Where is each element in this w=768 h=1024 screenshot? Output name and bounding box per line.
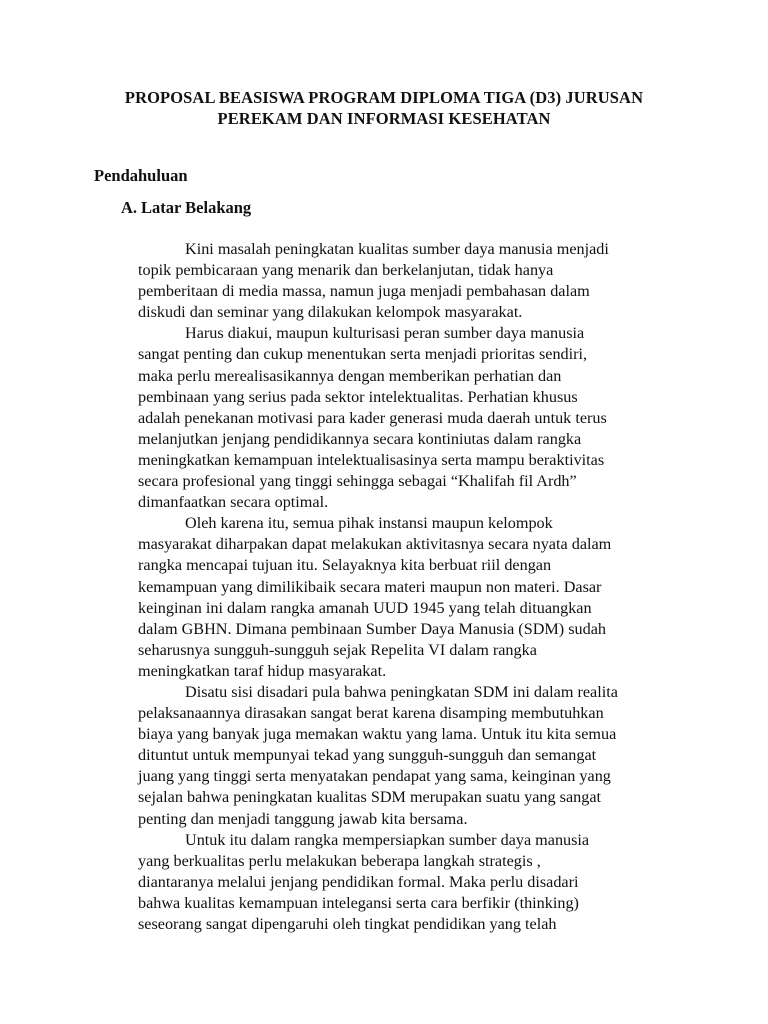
body-line: meningkatkan kemampuan intelektualisasinya serta mampu beraktivitas — [138, 450, 605, 469]
body-line: topik pembicaraan yang menarik dan berkelanjutan, tidak hanya — [138, 261, 554, 280]
body-line: Oleh karena itu, semua pihak instansi maupun kelompok — [185, 514, 553, 533]
body-line: pembinaan yang serius pada sektor intelektualitas. Perhatian khusus — [138, 387, 578, 406]
body-text — [138, 239, 678, 935]
title-line-2: PEREKAM DAN INFORMASI KESEHATAN — [217, 109, 551, 128]
body-line: kemampuan yang dimilikibaik secara materi maupun non materi. Dasar — [138, 577, 602, 596]
body-line: bahwa kualitas kemampuan intelegansi serta cara berfikir (thinking) — [138, 893, 579, 912]
body-line: dalam GBHN. Dimana pembinaan Sumber Daya Manusia (SDM) sudah — [138, 619, 606, 638]
body-line: secara profesional yang tinggi sehingga sebagai “Khalifah fil Ardh” — [138, 472, 577, 491]
body-line: diskudi dan seminar yang dilakukan kelompok masyarakat. — [138, 303, 523, 322]
body-line: dituntut untuk mempunyai tekad yang sungguh-sungguh dan semangat — [138, 746, 597, 765]
body-line: adalah penekanan motivasi para kader generasi muda daerah untuk terus — [138, 408, 607, 427]
body-line: Untuk itu dalam rangka mempersiapkan sumber daya manusia — [185, 830, 590, 849]
body-line: penting dan menjadi tanggung jawab kita bersama. — [138, 809, 468, 828]
body-line: seseorang sangat dipengaruhi oleh tingkat pendidikan yang telah — [138, 915, 557, 933]
body-line: meningkatkan taraf hidup masyarakat. — [138, 661, 387, 680]
body-line: juang yang tinggi serta menyatakan pendapat yang sama, keinginan yang — [138, 767, 611, 786]
body-line: sangat penting dan cukup menentukan serta menjadi prioritas sendiri, — [138, 345, 588, 364]
body-line: seharusnya sungguh-sungguh sejak Repelita VI dalam rangka — [138, 640, 537, 659]
body-line: masyarakat diharpakan dapat melakukan aktivitasnya secara nyata dalam — [138, 535, 612, 554]
subsection-heading — [121, 197, 251, 218]
body-line: maka perlu merealisasikannya dengan memberikan perhatian dan — [138, 366, 562, 385]
title-line-1: PROPOSAL BEASISWA PROGRAM DIPLOMA TIGA (D3) JURUSAN — [124, 88, 644, 107]
body-line: Disatu sisi disadari pula bahwa peningkatan SDM ini dalam realita — [185, 682, 618, 701]
body-line: melanjutkan jenjang pendidikannya secara kontiniutas dalam rangka — [138, 429, 582, 448]
subsection-label: A. — [121, 198, 138, 217]
body-line: pemberitaan di media massa, namun juga menjadi pembahasan dalam — [138, 282, 590, 301]
body-line: rangka mencapai tujuan itu. Selayaknya kita berbuat riil dengan — [138, 556, 552, 575]
body-line: diantaranya melalui jenjang pendidikan formal. Maka perlu disadari — [138, 872, 579, 891]
body-line: biaya yang banyak juga memakan waktu yang lama. Untuk itu kita semua — [138, 725, 617, 744]
section-heading: Pendahuluan — [94, 166, 188, 185]
body-line: yang berkualitas perlu melakukan beberapa langkah strategis , — [138, 851, 541, 870]
body-line: dimanfaatkan secara optimal. — [138, 493, 329, 512]
body-line: Harus diakui, maupun kulturisasi peran sumber daya manusia — [185, 324, 585, 343]
body-line: sejalan bahwa peningkatan kualitas SDM merupakan suatu yang sangat — [138, 788, 602, 807]
body-line: keinginan ini dalam rangka amanah UUD 1945 yang telah dituangkan — [138, 598, 592, 617]
body-line: pelaksanaannya dirasakan sangat berat karena disamping membutuhkan — [138, 704, 604, 723]
subsection-text: Latar Belakang — [141, 198, 252, 217]
body-line: Kini masalah peningkatan kualitas sumber daya manusia menjadi — [185, 240, 609, 258]
document-title — [80, 87, 688, 129]
